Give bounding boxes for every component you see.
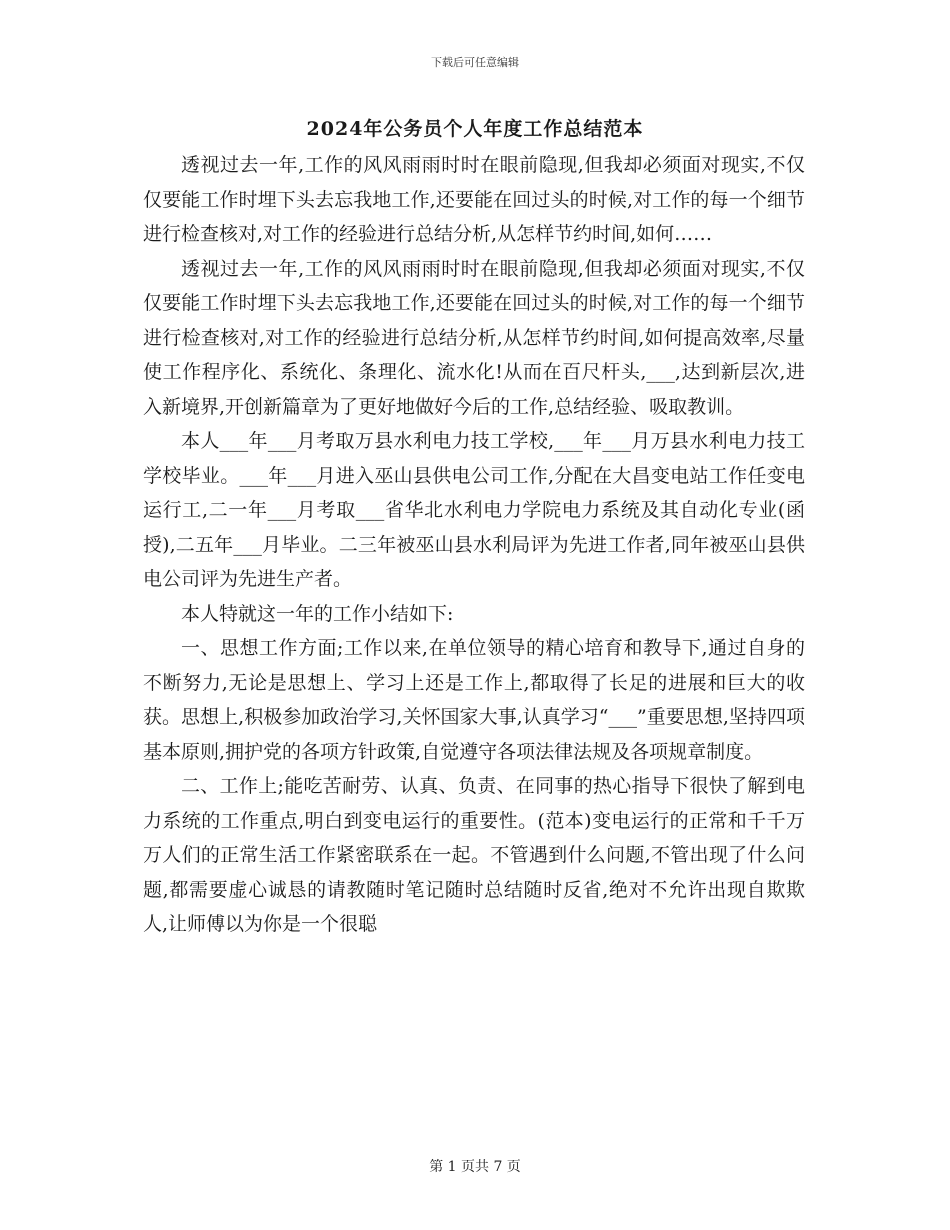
paragraph: 本人___年___月考取万县水利电力技工学校,___年___月万县水利电力技工学校毕业。___年___月进入巫山县供电公司工作,分配在大昌变电站工作任变电运行工,二一年___月考取___省华北水利电力学院电力系统及其自动化专业(函授),二五年___月毕业。二三年被巫山县水利局评为先进工作者,同年被巫山县供电公司评为先进生产者。 bbox=[143, 430, 805, 590]
document-body bbox=[143, 148, 805, 942]
paragraph: 二、工作上;能吃苦耐劳、认真、负责、在同事的热心指导下很快了解到电力系统的工作重点,明白到变电运行的重要性。(范本)变电运行的正常和千千万万人们的正常生活工作紧密联系在一起。不管遇到什么问题,不管出现了什么问题,都需要虚心诚恳的请教随时笔记随时总结随时反省,绝对不允许出现自欺欺人,让师傅以为你是一个很聪 bbox=[143, 775, 805, 935]
paragraph: 透视过去一年,工作的风风雨雨时时在眼前隐现,但我却必须面对现实,不仅仅要能工作时埋下头去忘我地工作,还要能在回过头的时候,对工作的每一个细节进行检查核对,对工作的经验进行总结分析,从怎样节约时间,如何提高效率,尽量使工作程序化、系统化、条理化、流水化!从而在百尺杆头,___,达到新层次,进入新境界,开创新篇章为了更好地做好今后的工作,总结经验、吸取教训。 bbox=[143, 257, 805, 418]
document-title: 2024年公务员个人年度工作总结范本 bbox=[306, 118, 644, 140]
paragraph: 透视过去一年,工作的风风雨雨时时在眼前隐现,但我却必须面对现实,不仅仅要能工作时埋下头去忘我地工作,还要能在回过头的时候,对工作的每一个细节进行检查核对,对工作的经验进行总结分析,从怎样节约时间,如何…… bbox=[143, 154, 805, 245]
page-number-footer: 第 1 页共 7 页 bbox=[429, 1159, 521, 1175]
paragraph: 本人特就这一年的工作小结如下: bbox=[181, 602, 454, 625]
page-header-note: 下载后可任意编辑 bbox=[431, 56, 519, 69]
paragraph: 一、思想工作方面;工作以来,在单位领导的精心培育和教导下,通过自身的不断努力,无论是思想上、学习上还是工作上,都取得了长足的进展和巨大的收获。思想上,积极参加政治学习,关怀国家大事,认真学习“___”重要思想,坚持四项基本原则,拥护党的各项方针政策,自觉遵守各项法律法规及各项规章制度。 bbox=[143, 637, 805, 763]
